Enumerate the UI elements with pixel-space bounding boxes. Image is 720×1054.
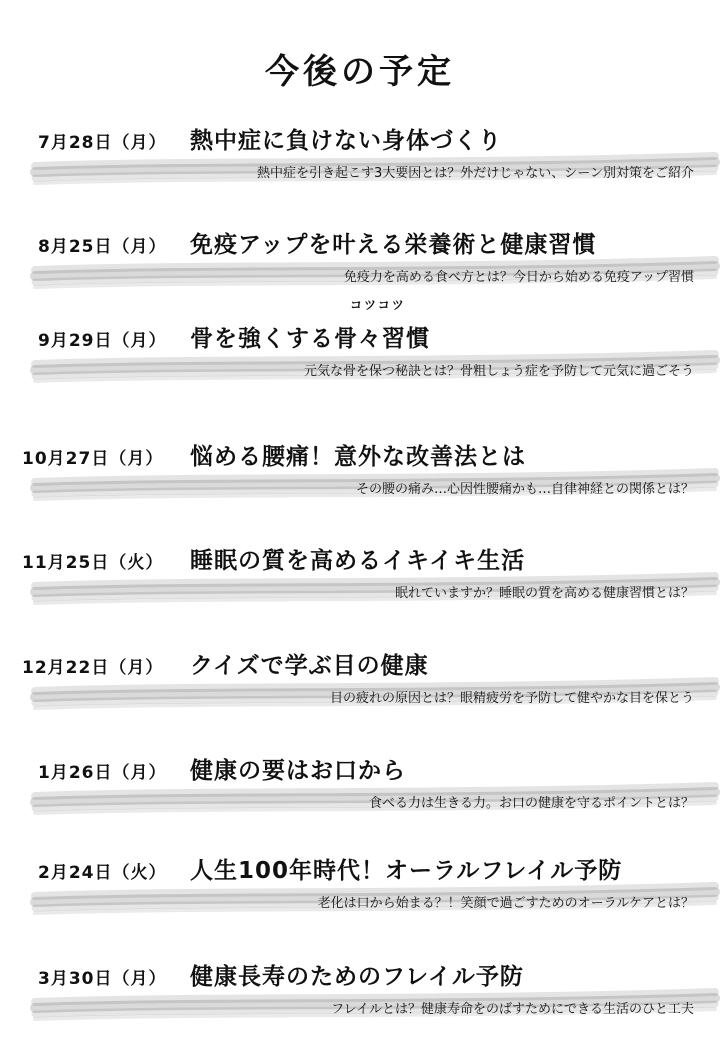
schedule-entry [0, 444, 720, 534]
schedule-entry [0, 298, 720, 416]
entry-headline: 骨を強くする骨々習慣 [190, 326, 430, 352]
schedule-entry [0, 964, 720, 1054]
entry-headline: 免疫アップを叶える栄養術と健康習慣 [190, 232, 597, 258]
entry-date: 10月27日（月） [22, 449, 164, 469]
entry-subtitle: フレイルとは？健康寿命をのばすためにできる生活のひと工夫 [331, 1002, 694, 1017]
entry-date: 8月25日（月） [38, 237, 167, 257]
entry-subtitle: 免疫力を高める食べ方とは？今日から始める免疫アップ習慣 [343, 270, 694, 285]
schedule-entry [0, 758, 720, 848]
entry-headline: 健康の要はお口から [190, 758, 406, 784]
schedule-entry [0, 128, 720, 218]
schedule-entry [0, 858, 720, 948]
entry-subtitle: 目の疲れの原因とは？眼精疲労を予防して健やかな目を保とう [329, 691, 694, 706]
schedule-entry [0, 548, 720, 638]
entry-date: 9月29日（月） [38, 331, 167, 351]
entry-date: 11月25日（火） [22, 553, 164, 573]
entry-date: 3月30日（月） [38, 969, 167, 989]
entry-subtitle: その腰の痛み…心因性腰痛かも…自律神経との関係とは？ [355, 482, 694, 497]
page-title: 今後の予定 [265, 52, 455, 92]
entry-ruby: コツコツ [350, 298, 406, 312]
entry-subtitle: 老化は口から始まる？！笑顔で過ごすためのオーラルケアとは？ [317, 896, 694, 911]
entry-subtitle: 熱中症を引き起こす3大要因とは？外だけじゃない、シーン別対策をご紹介 [256, 166, 694, 181]
entry-date: 7月28日（月） [38, 133, 167, 153]
entry-headline: 悩める腰痛！意外な改善法とは [190, 444, 526, 470]
entry-headline: 健康長寿のためのフレイル予防 [190, 964, 524, 990]
entry-headline: 熱中症に負けない身体づくり [190, 128, 502, 154]
entry-date: 1月26日（月） [38, 763, 167, 783]
schedule-entry [0, 653, 720, 743]
entry-date: 2月24日（火） [38, 863, 167, 883]
entry-headline: 人生100年時代！オーラルフレイル予防 [190, 858, 623, 884]
entry-headline: クイズで学ぶ目の健康 [190, 653, 429, 679]
entry-subtitle: 元気な骨を保つ秘訣とは？骨粗しょう症を予防して元気に過ごそう [303, 364, 694, 379]
entry-subtitle: 眠れていますか？睡眠の質を高める健康習慣とは？ [394, 586, 694, 601]
entry-subtitle: 食べる力は生きる力。お口の健康を守るポイントとは？ [368, 796, 694, 811]
entry-headline: 睡眠の質を高めるイキイキ生活 [190, 548, 526, 574]
entry-date: 12月22日（月） [22, 658, 164, 678]
